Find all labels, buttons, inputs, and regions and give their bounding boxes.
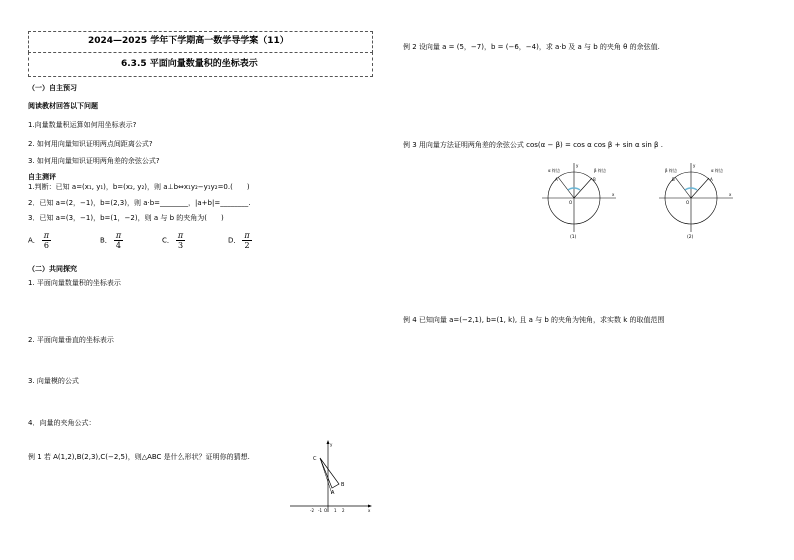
tick-1: 1 [334,508,337,513]
unit-circle-figure-2 [655,160,735,240]
worksheet-title: 2024—2025 学年下学期高一数学导学案（11） [88,36,289,46]
fig-1-caption: (1) [570,235,577,240]
fig-2-x-label: x [729,192,732,197]
label-a: A [331,490,335,496]
part2-heading: （二）共同探究 [28,265,77,273]
fig-2-a-label: A [710,177,713,182]
fig-1-x-label: x [612,192,615,197]
fig-1-y-label: y [576,163,579,168]
triangle-helper-line [320,458,332,494]
unit-circle-figure-1 [538,160,618,240]
explore-2: 2. 平面向量垂直的坐标表示 [28,336,114,344]
self-test-2: 2．已知 a=(2，−1)，b=(2,3)，则 a·b=________，|a+b|=________. [28,199,251,207]
option-d: D． $\frac{\pi}{2}$ [228,231,250,250]
fig-2-alpha-label: α 终边 [711,168,723,173]
explore-4: 4．向量的夹角公式： [28,419,96,427]
example-1-figure [288,438,374,516]
option-b: B． $\frac{\pi}{4}$ [100,231,122,250]
tick-m2: -2 [310,508,314,513]
fig-2-beta-label: β 终边 [665,168,677,173]
example-1: 例 1 若 A(1,2),B(2,3),C(−2,5)，则△ABC 是什么形状？证明你的猜想. [28,453,250,461]
fig1-x-label: x [368,508,371,513]
fig1-y-label: y [330,442,333,447]
reading-heading: 阅读教材回答以下问题 [28,102,98,110]
tick-o: O [324,508,328,513]
explore-1: 1. 平面向量数量积的坐标表示 [28,279,121,287]
tick-m1: -1 [318,508,322,513]
self-test-heading: 自主测评 [28,173,56,181]
explore-3: 3. 向量模的公式 [28,377,79,385]
label-c: C [313,456,317,462]
fig-1-beta-label: β 终边 [594,168,606,173]
question-1: 1.向量数量积运算如何用坐标表示? [28,121,137,129]
label-b: B [341,482,345,488]
part1-heading: （一）自主预习 [28,84,77,92]
question-2: 2. 如何用向量知识证明两点间距离公式? [28,140,153,148]
example-2: 例 2 设向量 a = (5，−7)，b = (−6，−4)，求 a·b 及 a 与 b 的夹角 θ 的余弦值. [403,43,660,51]
fig-2-y-label: y [693,163,696,168]
fig-2-caption: (2) [687,235,694,240]
fig-1-o-label: O [569,200,573,205]
fig-2-b-label: B [672,177,675,182]
example-4: 例 4 已知向量 a=(−2,1), b=(1, k), 且 a 与 b 的夹角为钝角，求实数 k 的取值范围 [403,316,665,324]
example-3: 例 3 用向量方法证明两角差的余弦公式 cos(α − β) = cos α cos β + sin α sin β . [403,141,663,149]
question-3: 3. 如何用向量知识证明两角差的余弦公式? [28,157,160,165]
self-test-3: 3．已知 a=(3，−1)，b=(1，−2)，则 a 与 b 的夹角为( ) [28,214,224,222]
section-title: 6.3.5 平面向量数量积的坐标表示 [121,59,258,69]
fig-1-b-label: B [593,177,596,182]
option-a: A． $\frac{\pi}{6}$ [28,231,50,250]
fig-2-o-label: O [686,200,690,205]
fig-1-alpha-label: α 终边 [548,168,560,173]
self-test-1: 1.判断：已知 a=(x₁, y₁)，b=(x₂, y₂)，则 a⊥b⇔x₁y₂−y₁y₂=0.( ) [28,183,250,191]
fig-1-a-label: A [555,177,558,182]
tick-2: 2 [342,508,345,513]
option-c: C． $\frac{\pi}{3}$ [162,231,184,250]
triangle-abc [320,458,339,488]
